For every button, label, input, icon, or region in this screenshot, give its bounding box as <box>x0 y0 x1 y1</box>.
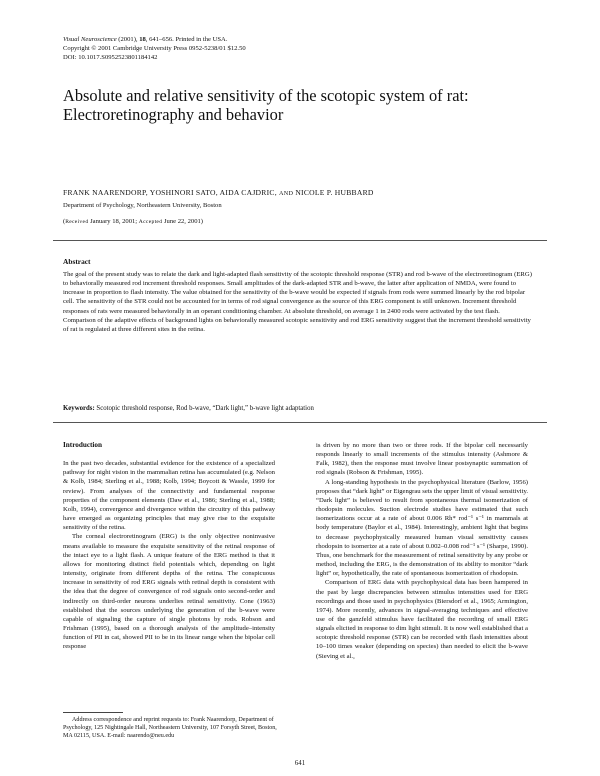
authors-last: NICOLE P. HUBBARD <box>293 188 374 197</box>
divider-bottom <box>53 422 547 423</box>
footnote-rule <box>63 712 123 713</box>
left-column <box>63 441 275 651</box>
article-title: Absolute and relative sensitivity of the scotopic system of rat: Electroretinography and behavior <box>63 86 469 124</box>
dates-open: ( <box>63 218 66 225</box>
authors-first: FRANK NAARENDORP, YOSHINORI SATO, AIDA CAJDRIC, <box>63 188 280 197</box>
paragraph: A long-standing hypothesis in the psychophysical literature (Barlow, 1956) proposes that “dark light” or Eigengrau sets the upper limit of visual sensitivity. “Dark light” is believed to result from spontaneous thermal isomerization of rhodopsin molecules. Suction electrode studies have estimated that such isomerizations occur at a rate of about 0.006 Rh* rod⁻¹ s⁻¹ in mammals at body temperature (Baylor et al., 1984). Interestingly, ambient light that begins to decrease psychophysically measured human visual sensitivity causes rhodopsin to isomerize at a rate of about 0.002–0.008 rod⁻¹ s⁻¹ (Sharpe, 1990). Thus, one benchmark for the measurement of retinal sensitivity by any probe or method, including the ERG, is the demonstration of its ability to monitor “dark light” or, hypothetically, the rate of spontaneous isomerization of rhodopsin. <box>316 478 528 578</box>
received-accepted-dates <box>63 218 203 225</box>
copyright-line: Copyright © 2001 Cambridge University Press 0952-5238/01 $12.50 <box>63 45 246 52</box>
abstract-text: The goal of the present study was to relate the dark and light-adapted flash sensitivity of the scotopic threshold response (STR) and rod b-wave of the electroretinogram (ERG) to behaviorally measured rod increment threshold responses. Small amplitudes of the dark-adapted STR and b-wave, the latter after application of NMDA, were found to increase in proportion to flash intensity. The value obtained for the sensitivity of the b-wave would be expected if signals from rods were summed linearly by the rod bipolar cell. The sensitivity of the STR could not be accounted for in terms of rod signal convergence as the source of this ERG component is still unknown. Increment threshold responses of rats were measured behaviorally in an operant conditioning chamber. At absolute threshold, on average 1 in 2400 rods were activated by the test flash. Comparison of the adaptive effects of background lights on behaviorally measured scotopic sensitivity and rod ERG sensitivity suggest that the increment threshold sensitivity of rat is regulated at three different sites in the retina. <box>63 271 532 333</box>
paragraph: is driven by no more than two or three rods. If the bipolar cell necessarily responds linearly to small increments of the stimulus intensity (Ashmore & Falk, 1982), then the response must involve linear postsynaptic summation of rod signals (Robson & Frishman, 1995). <box>316 442 528 477</box>
journal-citation <box>63 36 227 45</box>
accepted-label: Accepted <box>138 219 163 225</box>
page-number: 641 <box>294 760 306 767</box>
received-label: Received <box>65 219 89 225</box>
author-list <box>63 188 374 197</box>
journal-details-a: (2001), <box>116 36 140 43</box>
accepted-date: June 22, 2001) <box>162 218 203 225</box>
correspondence-footnote: Address correspondence and reprint requests to: Frank Naarendorp, Department of Psychology, 125 Nightingale Hall, Northeastern University, 107 Forsyth Street, Boston, MA 02115, USA. E-mail: naarendo@neu.edu <box>63 717 277 740</box>
divider-top <box>53 240 547 241</box>
keywords-text: Scotopic threshold response, Rod b-wave, “Dark light,” b-wave light adaptation <box>94 405 314 412</box>
journal-name: Visual Neuroscience <box>63 36 117 43</box>
doi-line: DOI: 10.1017.S0952523801184142 <box>63 54 158 61</box>
journal-volume: 18 <box>139 36 146 43</box>
affiliation: Department of Psychology, Northeastern University, Boston <box>63 202 222 209</box>
paragraph: The corneal electroretinogram (ERG) is the only objective noninvasive means available to measure the exquisite sensitivity of the retinal response of the intact eye to a light flash. A unique feature of the ERG method is that it allows for monitoring distinct field potentials which, depending on light intensity, originate from different depths of the retina. The conspicuous increase in sensitivity of rod ERG signals with retinal depth is consistent with the idea that the degree of convergence of rod signals onto second-order and indirectly on third-order neurons underlies retinal sensitivity. Cone (1963) established that the sources underlying the generation of the b-wave were capable of signaling the capture of single photons by rods. Robson and Frishman (1995), based on a thorough analysis of the amplitude–intensity function of PII in cat, showed PII to be in its linear range when the bipolar cell response <box>63 533 275 651</box>
paragraph: Comparison of ERG data with psychophysical data has been hampered in the past by large discrepancies between stimulus intensities used for ERG recordings and those used in psychophysics (Biersdorf et al., 1965; Armington, 1974). More recently, advances in signal-averaging techniques and effective use of the ganzfeld stimulus have facilitated the recording of small ERG signals elicited in response to dim light stimuli. It is now well established that a scotopic threshold response (STR) can be recorded with flash intensities about 10–100 times weaker (depending on species) than needed to elicit the b-wave (Sieving et al., <box>316 579 528 660</box>
abstract-heading: Abstract <box>63 257 91 266</box>
keywords-label: Keywords: <box>63 405 95 412</box>
keywords-line <box>63 405 533 412</box>
introduction-heading: Introduction <box>63 441 103 449</box>
paragraph: In the past two decades, substantial evidence for the existence of a specialized pathway for night vision in the mammalian retina has accumulated (e.g. Nelson & Kolb, 1984; Sterling et al., 1988; Kolb, 1994; Boycott & Wassle, 1999 for review). From analyses of the connectivity and fundamental response properties of the component elements (Daw et al., 1986; Sterling et al., 1988; Kolb, 1994), convergence and divergence within the circuitry of this pathway have emerged as organizing principles that may give rise to the exquisite sensitivity of the retina. <box>63 460 275 532</box>
received-date: January 18, 2001; <box>88 218 139 225</box>
authors-and: AND <box>279 190 294 197</box>
right-column <box>316 441 528 661</box>
journal-details-b: , 641–656. Printed in the USA. <box>145 36 228 43</box>
